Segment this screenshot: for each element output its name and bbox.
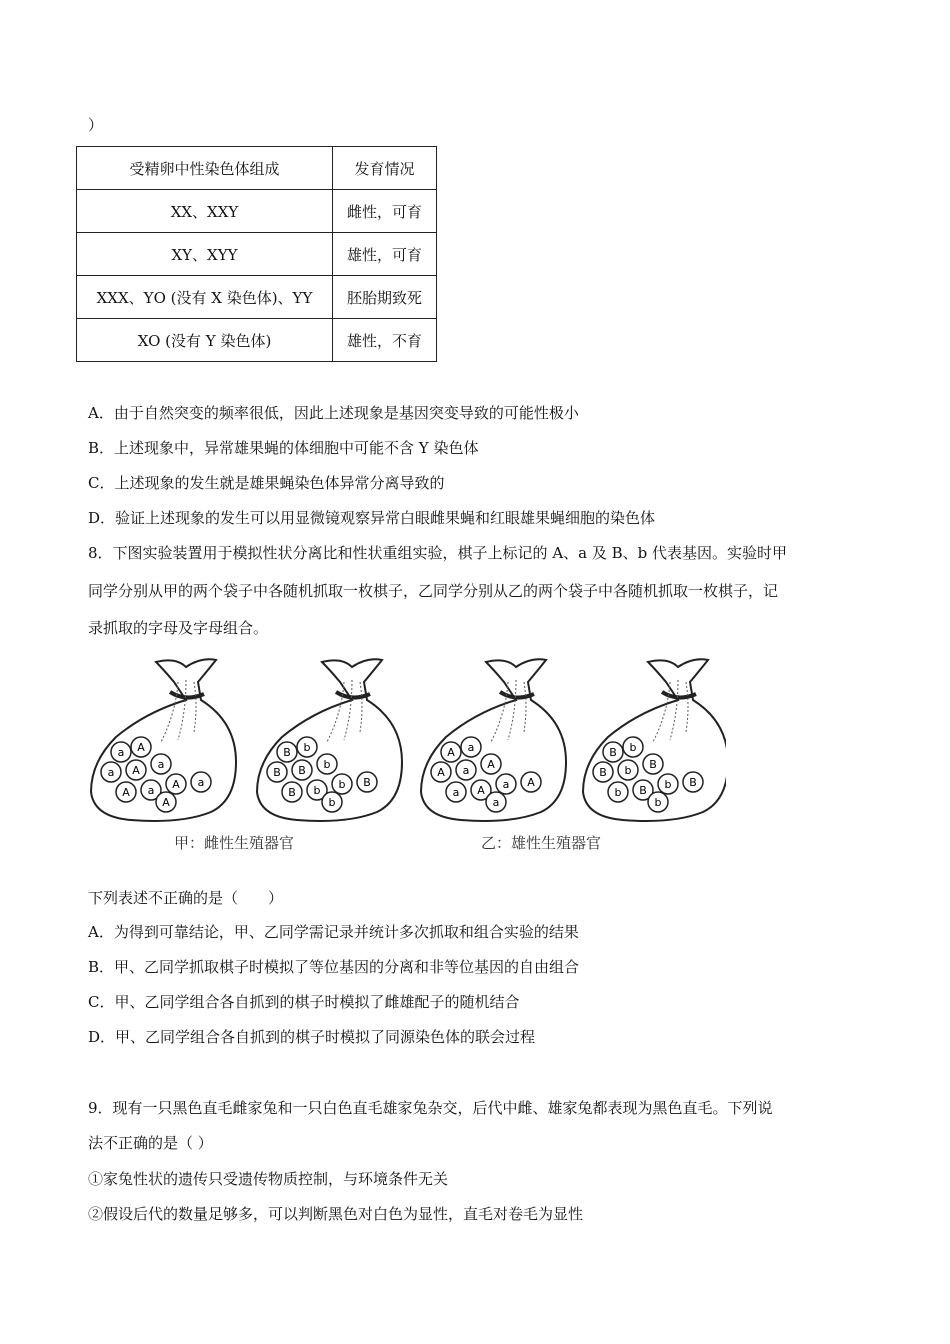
bag-1 — [91, 659, 236, 821]
chip-label: A — [477, 784, 485, 797]
table-cell: XO (没有 Y 染色体) — [77, 319, 333, 362]
chip-label: a — [492, 796, 500, 809]
chip-label: A — [487, 758, 495, 771]
chip-label: b — [624, 764, 632, 777]
q8-option-c: C．甲、乙同学组合各自抓到的棋子时模拟了雌雄配子的随机结合 — [88, 993, 520, 1011]
chip-label: A — [172, 778, 180, 791]
chip-label: a — [107, 766, 115, 779]
table-cell: 胚胎期致死 — [333, 276, 437, 319]
table-cell: 雄性，不育 — [333, 319, 437, 362]
chip-label: b — [323, 758, 331, 771]
q7-option-c: C．上述现象的发生就是雄果蝇染色体异常分离导致的 — [88, 474, 445, 492]
chip-label: a — [452, 786, 460, 799]
chip-label: B — [363, 776, 371, 789]
chip-label: a — [147, 784, 155, 797]
table-row — [77, 190, 437, 233]
bag-4 — [583, 659, 726, 821]
chip-label: A — [132, 764, 140, 777]
chip-label: B — [689, 776, 697, 789]
chip-label: A — [137, 741, 145, 754]
table-row — [77, 233, 437, 276]
table-header-cell: 受精卵中性染色体组成 — [77, 147, 333, 190]
bags-illustration — [86, 652, 726, 827]
chip-label: B — [288, 786, 296, 799]
bag-2 — [257, 659, 402, 821]
q9-statement-2: ②假设后代的数量足够多，可以判断黑色对白色为显性，直毛对卷毛为显性 — [88, 1205, 584, 1223]
table-row — [77, 276, 437, 319]
chip-label: a — [502, 778, 510, 791]
table-header-row — [77, 147, 437, 190]
chip-label: a — [117, 746, 125, 759]
chip-label: a — [467, 741, 475, 754]
chip-label: B — [599, 766, 607, 779]
chip-label: b — [328, 796, 336, 809]
q8-option-b: B．甲、乙同学抓取棋子时模拟了等位基因的分离和非等位基因的自由组合 — [88, 958, 580, 976]
chip-label: A — [447, 746, 455, 759]
chip-label: A — [122, 786, 130, 799]
q8-stem-line: 录抓取的字母及字母组合。 — [88, 619, 269, 637]
chip-label: b — [614, 786, 622, 799]
q9-stem-line: 法不正确的是（ ） — [88, 1134, 213, 1152]
q8-option-d: D．甲、乙同学组合各自抓到的棋子时模拟了同源染色体的联会过程 — [88, 1028, 536, 1046]
chip-label: b — [313, 784, 321, 797]
chip-label: a — [157, 758, 165, 771]
chip-label: b — [338, 778, 346, 791]
chip-label: B — [273, 766, 281, 779]
chip-label: A — [437, 766, 445, 779]
q8-option-a: A．为得到可靠结论，甲、乙同学需记录并统计多次抓取和组合实验的结果 — [88, 923, 579, 941]
q8-stem-line: 8．下图实验装置用于模拟性状分离比和性状重组实验，棋子上标记的 A、a 及 B、b 代表基因。实验时甲 — [88, 544, 788, 562]
table-cell: 雌性，可育 — [333, 190, 437, 233]
chip-label: B — [639, 784, 647, 797]
chip-label: B — [609, 746, 617, 759]
q7-option-a: A．由于自然突变的频率很低，因此上述现象是基因突变导致的可能性极小 — [88, 404, 579, 422]
q7-option-d: D．验证上述现象的发生可以用显微镜观察异常白眼雌果蝇和红眼雄果蝇细胞的染色体 — [88, 509, 656, 527]
chip-label: b — [303, 741, 311, 754]
continued-paren: ） — [88, 116, 104, 134]
q7-option-b: B．上述现象中，异常雄果蝇的体细胞中可能不含 Y 染色体 — [88, 439, 479, 457]
chip-label: A — [527, 776, 535, 789]
table-header-cell: 发育情况 — [333, 147, 437, 190]
chip-label: a — [462, 764, 470, 777]
chip-label: b — [664, 778, 672, 791]
chip-label: B — [283, 746, 291, 759]
table-cell: XY、XYY — [77, 233, 333, 276]
bag-3 — [421, 659, 566, 821]
table-cell: XXX、YO (没有 X 染色体)、YY — [77, 276, 333, 319]
table-row — [77, 319, 437, 362]
chip-label: a — [197, 776, 205, 789]
caption-male: 乙：雄性生殖器官 — [481, 834, 602, 852]
q9-statement-1: ①家兔性状的遗传只受遗传物质控制，与环境条件无关 — [88, 1170, 449, 1188]
chip-label: b — [654, 796, 662, 809]
table-cell: 雄性，可育 — [333, 233, 437, 276]
q8-question: 下列表述不正确的是（ ） — [88, 889, 284, 907]
chip-label: B — [649, 758, 657, 771]
chip-label: b — [629, 741, 637, 754]
chip-label: A — [162, 796, 170, 809]
q8-stem-line: 同学分别从甲的两个袋子中各随机抓取一枚棋子，乙同学分别从乙的两个袋子中各随机抓取一枚棋子，记 — [88, 582, 779, 600]
q9-stem-line: 9．现有一只黑色直毛雌家兔和一只白色直毛雄家兔杂交，后代中雌、雄家兔都表现为黑色直毛。下列说 — [88, 1099, 773, 1117]
caption-female: 甲：雌性生殖器官 — [174, 834, 295, 852]
chip-label: B — [298, 764, 306, 777]
table-cell: XX、XXY — [77, 190, 333, 233]
bags-figure — [86, 652, 726, 862]
chromosome-table — [76, 146, 437, 362]
